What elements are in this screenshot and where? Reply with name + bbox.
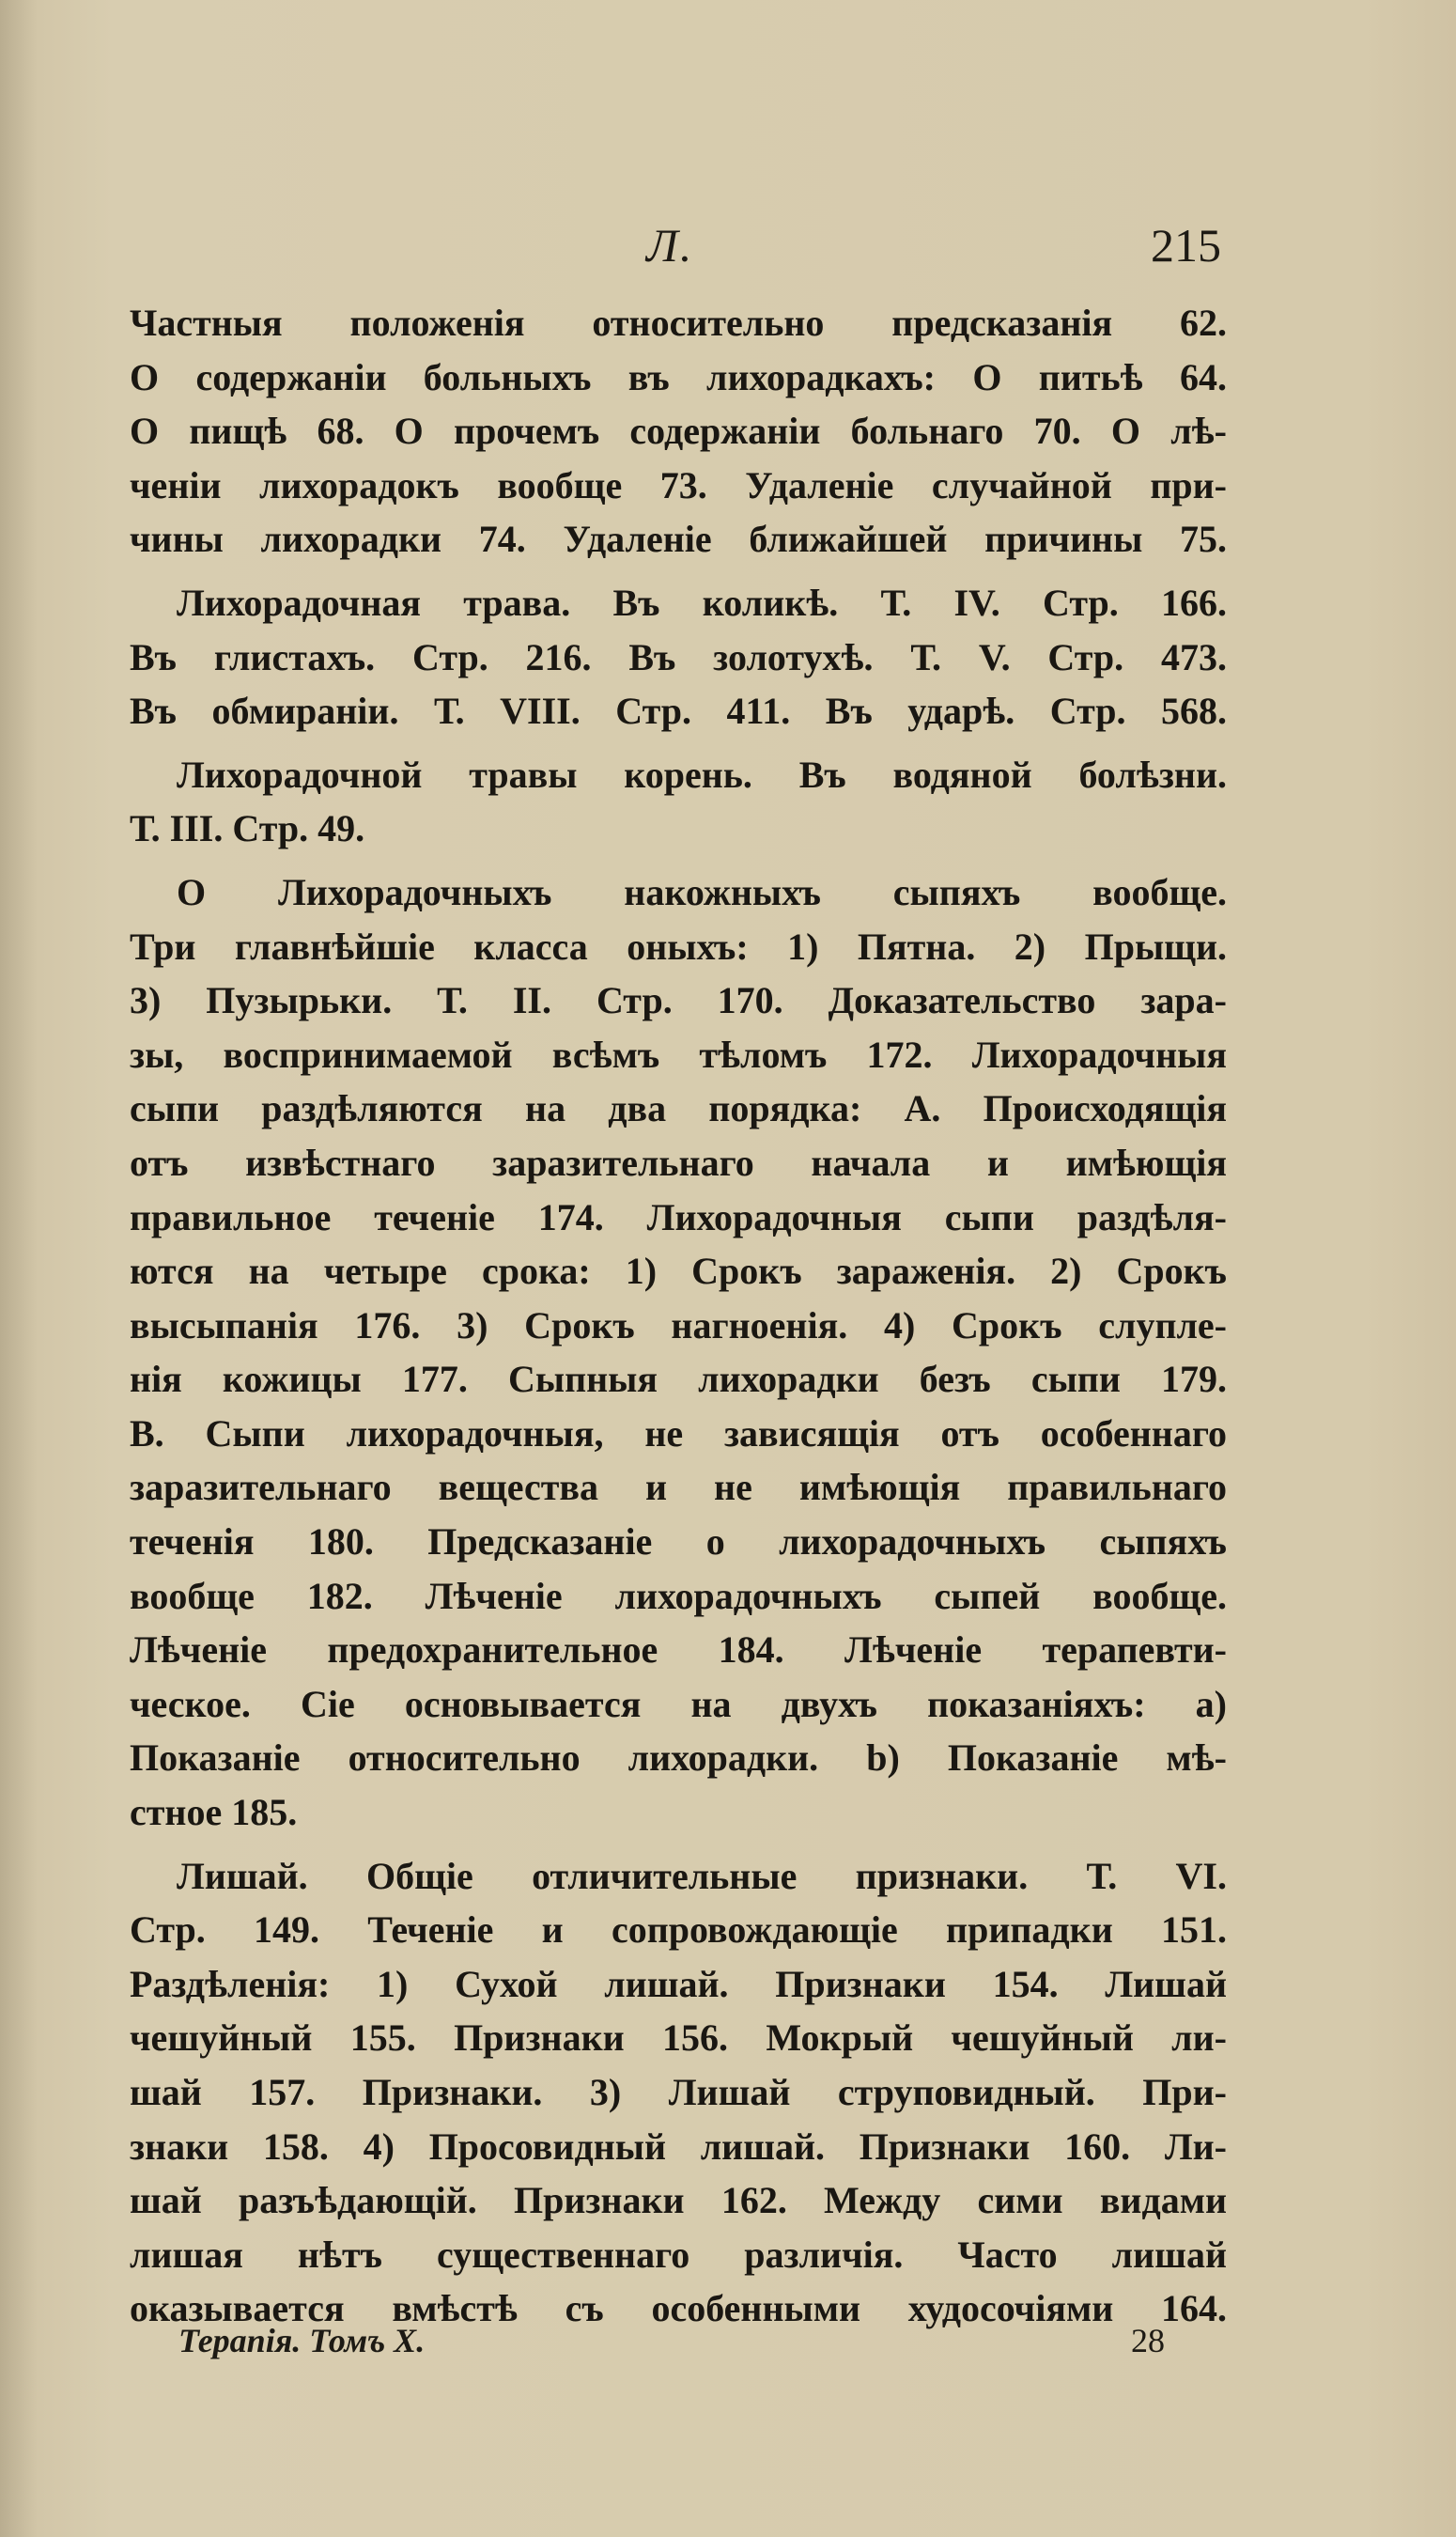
text-line: лишая нѣтъ существеннаго различія. Часто лишай — [130, 2233, 1227, 2276]
text-line: О пищѣ 68. О прочемъ содержаніи больнаго 70. О лѣ- — [130, 410, 1227, 453]
text-line: ченіи лихорадокъ вообще 73. Удаленіе случайной при- — [130, 463, 1227, 506]
text-line: теченія 180. Предсказаніе о лихорадочныхъ сыпяхъ — [130, 1520, 1227, 1564]
text-line: ческое. Сіе основывается на двухъ показаніяхъ: a) — [130, 1682, 1227, 1725]
text-line: зы, воспринимаемой всѣмъ тѣломъ 172. Лихорадочныя — [130, 1033, 1227, 1076]
text-line: О содержаніи больныхъ въ лихорадкахъ: О питьѣ 64. — [130, 355, 1227, 398]
signature-mark: Терапія. Томъ X. — [178, 2322, 426, 2359]
text-line: Лѣченіе предохранительное 184. Лѣченіе терапевти- — [130, 1628, 1227, 1672]
text-line: Лишай. Общіе отличительные признаки. Т. VI. — [177, 1854, 1227, 1897]
text-line: сыпи раздѣляются на два порядка: А. Происходящія — [130, 1087, 1227, 1130]
index-entry-5 — [130, 1849, 1227, 2336]
text-line: нія кожицы 177. Сыпныя лихорадки безъ сыпи 179. — [130, 1358, 1227, 1401]
text-line: Частныя положенія относительно предсказанія 62. — [130, 302, 1227, 344]
index-entry-1 — [130, 296, 1227, 567]
text-line: Т. III. Стр. 49. — [130, 807, 365, 850]
text-line: Лихорадочная трава. Въ коликѣ. Т. IV. Стр. 166. — [177, 581, 1227, 624]
text-line: Въ глистахъ. Стр. 216. Въ золотухѣ. Т. V. Стр. 473. — [130, 635, 1227, 678]
text-line: высыпанія 176. 3) Срокъ нагноенія. 4) Срокъ слупле- — [130, 1303, 1227, 1346]
text-line: Стр. 149. Теченіе и сопровождающіе припадки 151. — [130, 1908, 1227, 1952]
text-line: В. Сыпи лихорадочныя, не зависящія отъ особеннаго — [130, 1411, 1227, 1455]
text-line: чешуйный 155. Признаки 156. Мокрый чешуйный ли- — [130, 2016, 1227, 2060]
header-letter: Л. — [646, 219, 694, 272]
text-line: отъ извѣстнаго заразительнаго начала и имѣющія — [130, 1141, 1227, 1184]
text-line: 3) Пузырьки. Т. II. Стр. 170. Доказательство зара- — [130, 979, 1227, 1022]
text-line: Три главнѣйшіе класса оныхъ: 1) Пятна. 2) Прыщи. — [130, 925, 1227, 968]
text-line: Раздѣленія: 1) Сухой лишай. Признаки 154. Лишай — [130, 1962, 1227, 2005]
text-line: Показаніе относительно лихорадки. b) Показаніе мѣ- — [130, 1736, 1227, 1780]
text-line: шай 157. Признаки. 3) Лишай струповидный. При- — [130, 2071, 1227, 2113]
text-line: стное 185. — [130, 1791, 298, 1834]
text-line: О Лихорадочныхъ накожныхъ сыпяхъ вообще. — [177, 870, 1227, 913]
index-entry-2 — [130, 576, 1227, 739]
text-line: знаки 158. 4) Просовидный лишай. Признаки 160. Ли- — [130, 2125, 1227, 2168]
text-line: ются на четыре срока: 1) Срокъ зараженія. 2) Срокъ — [130, 1250, 1227, 1293]
index-entry-4 — [130, 865, 1227, 1840]
text-line: чины лихорадки 74. Удаленіе ближайшей причины 75. — [130, 518, 1227, 561]
text-line: Лихорадочной травы корень. Въ водяной болѣзни. — [177, 753, 1227, 796]
text-line: шай разъѣдающій. Признаки 162. Между сими видами — [130, 2179, 1227, 2222]
text-line: правильное теченіе 174. Лихорадочныя сыпи раздѣля- — [130, 1195, 1227, 1238]
page-number: 215 — [1151, 219, 1221, 272]
index-text — [130, 296, 1227, 2345]
index-entry-3 — [130, 748, 1227, 856]
text-line: вообще 182. Лѣченіе лихорадочныхъ сыпей вообще. — [130, 1574, 1227, 1617]
text-line: Въ обмираніи. Т. VIII. Стр. 411. Въ ударѣ. Стр. 568. — [130, 690, 1227, 733]
text-line: оказывается вмѣстѣ съ особенными худосочіями 164. — [130, 2287, 1227, 2330]
page-footer — [178, 2321, 1165, 2377]
sheet-number: 28 — [1131, 2322, 1165, 2359]
running-header — [132, 218, 1221, 284]
text-line: заразительнаго вещества и не имѣющія правильнаго — [130, 1466, 1227, 1509]
